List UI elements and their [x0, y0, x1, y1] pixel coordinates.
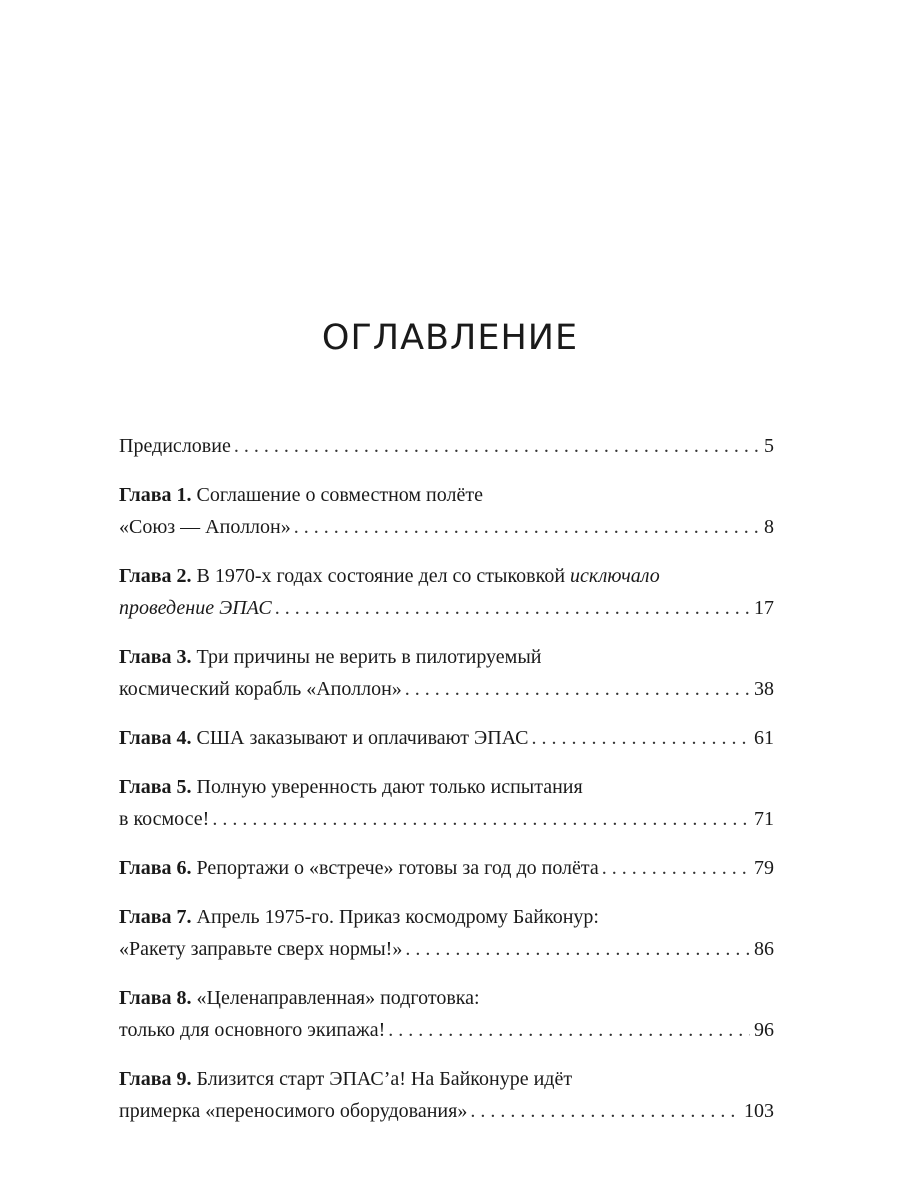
- dot-leader: [275, 592, 750, 624]
- toc-page-number: 38: [754, 678, 774, 700]
- toc-entry-line: [119, 673, 774, 705]
- toc-page-number: 96: [754, 1019, 774, 1041]
- dot-leader: [234, 430, 760, 462]
- chapter-label: Глава 2.: [119, 565, 192, 587]
- chapter-label: Глава 3.: [119, 646, 192, 668]
- chapter-label: Глава 7.: [119, 906, 192, 928]
- toc-entry-line: [119, 982, 774, 1014]
- toc-entry-line: [119, 852, 774, 884]
- toc-entry-line: [119, 1063, 774, 1095]
- toc-entry-text: Предисловие: [119, 435, 231, 457]
- toc-entry-chapter-2[interactable]: [119, 560, 774, 624]
- toc-entry-text: Полную уверенность дают только испытания: [191, 776, 583, 798]
- toc-entry-text: «Целенаправленная» подготовка:: [191, 987, 480, 1009]
- toc-entry-italic-text: исключало: [570, 565, 660, 587]
- toc-entry-preface[interactable]: [119, 430, 774, 462]
- dot-leader: [294, 511, 760, 543]
- chapter-label: Глава 6.: [119, 857, 192, 879]
- toc-entry-line: [119, 560, 774, 592]
- toc-entry-line: [119, 479, 774, 511]
- toc-entry-text: «Союз — Аполлон»: [119, 516, 291, 538]
- toc-page-number: 17: [754, 597, 774, 619]
- chapter-label: Глава 8.: [119, 987, 192, 1009]
- dot-leader: [212, 803, 750, 835]
- toc-entry-text: Три причины не верить в пилотируемый: [191, 646, 542, 668]
- toc-page-number: 79: [754, 857, 774, 879]
- toc-entry-line: [119, 1014, 774, 1046]
- dot-leader: [602, 852, 750, 884]
- toc-entry-line: [119, 641, 774, 673]
- dot-leader: [405, 933, 750, 965]
- toc-entry-line: [119, 771, 774, 803]
- toc-entry-chapter-1[interactable]: [119, 479, 774, 543]
- page-title: ОГЛАВЛЕНИЕ: [321, 318, 579, 358]
- toc-entry-line: [119, 933, 774, 965]
- toc-entry-line: [119, 901, 774, 933]
- toc-entry-text: Апрель 1975-го. Приказ космодрому Байконур:: [191, 906, 599, 928]
- toc-entry-text: космический корабль «Аполлон»: [119, 678, 402, 700]
- toc-entry-line: [119, 1095, 774, 1127]
- toc-entry-text: США заказывают и оплачивают ЭПАС: [191, 727, 529, 749]
- toc-entry-text: только для основного экипажа!: [119, 1019, 386, 1041]
- dot-leader: [405, 673, 750, 705]
- toc-entry-chapter-9[interactable]: [119, 1063, 774, 1127]
- chapter-label: Глава 4.: [119, 727, 192, 749]
- chapter-label: Глава 9.: [119, 1068, 192, 1090]
- toc-entry-chapter-3[interactable]: [119, 641, 774, 705]
- toc-entry-text: в космосе!: [119, 808, 210, 830]
- toc-entry-text: «Ракету заправьте сверх нормы!»: [119, 938, 403, 960]
- toc-entry-chapter-7[interactable]: [119, 901, 774, 965]
- toc-entry-chapter-6[interactable]: [119, 852, 774, 884]
- toc-entry-line: [119, 430, 774, 462]
- toc-entry-chapter-8[interactable]: [119, 982, 774, 1046]
- table-of-contents: [119, 430, 774, 1127]
- toc-entry-italic-text: проведение ЭПАС: [119, 597, 272, 619]
- chapter-label: Глава 1.: [119, 484, 192, 506]
- toc-entry-line: [119, 803, 774, 835]
- toc-entry-line: [119, 722, 774, 754]
- toc-page-number: 103: [744, 1100, 774, 1122]
- dot-leader: [531, 722, 750, 754]
- toc-page-number: 71: [754, 808, 774, 830]
- toc-entry-text: Репортажи о «встрече» готовы за год до полёта: [191, 857, 599, 879]
- toc-entry-line: [119, 592, 774, 624]
- toc-entry-text: Близится старт ЭПАС’а! На Байконуре идёт: [191, 1068, 573, 1090]
- toc-entry-text: Соглашение о совместном полёте: [191, 484, 483, 506]
- dot-leader: [470, 1095, 740, 1127]
- toc-entry-chapter-5[interactable]: [119, 771, 774, 835]
- toc-entry-text: примерка «переносимого оборудования»: [119, 1100, 468, 1122]
- toc-entry-line: [119, 511, 774, 543]
- toc-page-number: 86: [754, 938, 774, 960]
- toc-entry-text: В 1970-х годах состояние дел со стыковкой: [191, 565, 571, 587]
- toc-page-number: 61: [754, 727, 774, 749]
- toc-page-number: 5: [764, 435, 774, 457]
- dot-leader: [388, 1014, 750, 1046]
- chapter-label: Глава 5.: [119, 776, 192, 798]
- toc-entry-chapter-4[interactable]: [119, 722, 774, 754]
- toc-page-number: 8: [764, 516, 774, 538]
